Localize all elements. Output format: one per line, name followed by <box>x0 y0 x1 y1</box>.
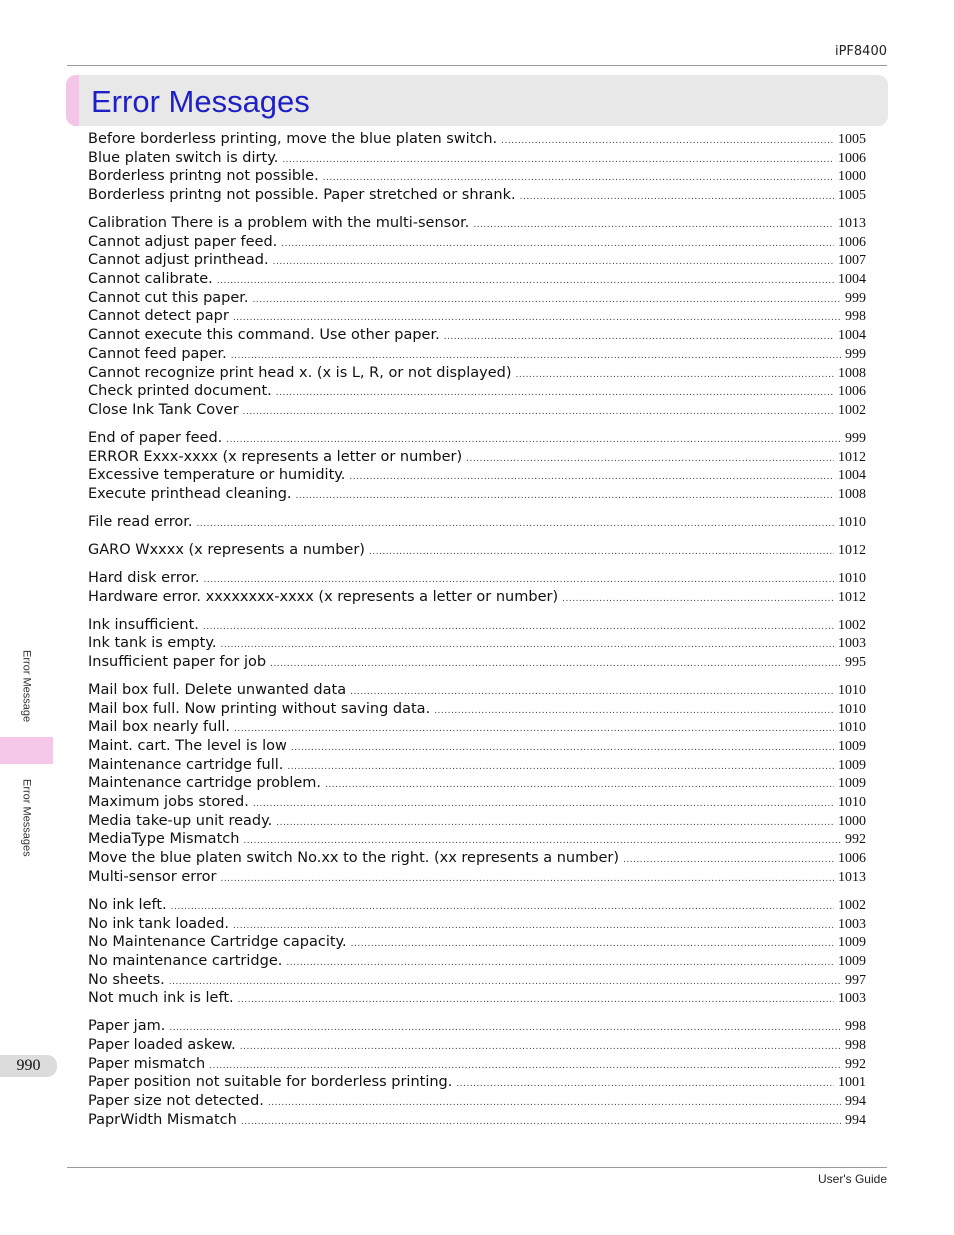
entry-page-link[interactable]: 1009 <box>838 757 866 773</box>
dot-leader <box>231 351 841 361</box>
entry-page-link[interactable]: 1010 <box>838 682 866 698</box>
entry-label: End of paper feed. <box>88 429 223 446</box>
index-entry[interactable] <box>88 327 866 346</box>
index-entry[interactable] <box>88 990 866 1009</box>
entry-page-link[interactable]: 1010 <box>838 514 866 530</box>
entry-page-link[interactable]: 1006 <box>838 234 866 250</box>
index-group <box>88 682 866 888</box>
entry-label: Cannot detect papr <box>88 308 229 325</box>
index-entry[interactable] <box>88 168 866 187</box>
dot-leader <box>217 276 834 286</box>
dot-leader <box>220 874 834 884</box>
index-entry[interactable] <box>88 850 866 869</box>
entry-label: Maint. cart. The level is low <box>88 738 287 755</box>
dot-leader <box>273 257 834 267</box>
entry-label: Excessive temperature or humidity. <box>88 467 346 484</box>
index-entry[interactable] <box>88 654 866 673</box>
index-entry[interactable] <box>88 131 866 150</box>
dot-leader <box>516 370 834 380</box>
index-entry[interactable] <box>88 430 866 449</box>
entry-label: Cannot execute this command. Use other paper. <box>88 327 440 344</box>
entry-label: Not much ink is left. <box>88 990 234 1007</box>
index-entry[interactable] <box>88 187 866 206</box>
index-group <box>88 430 866 505</box>
entry-page-link[interactable]: 992 <box>845 1056 866 1072</box>
index-entry[interactable] <box>88 635 866 654</box>
entry-page-link[interactable]: 1002 <box>838 402 866 418</box>
index-group <box>88 215 866 421</box>
index-entry[interactable] <box>88 486 866 505</box>
dot-leader <box>197 519 834 529</box>
entry-page-link[interactable]: 1004 <box>838 328 866 344</box>
index-entry[interactable] <box>88 308 866 327</box>
index-entry[interactable] <box>88 252 866 271</box>
entry-label: Paper jam. <box>88 1018 166 1035</box>
dot-leader <box>270 659 841 669</box>
entry-label: Mail box nearly full. <box>88 719 231 736</box>
index-entry[interactable] <box>88 215 866 234</box>
index-group <box>88 1018 866 1130</box>
dot-leader <box>369 547 834 557</box>
index-entry[interactable] <box>88 467 866 486</box>
index-entry[interactable] <box>88 813 866 832</box>
entry-page-link[interactable]: 994 <box>845 1093 866 1109</box>
entry-label: Move the blue platen switch No.xx to the right. (xx represents a number) <box>88 850 619 867</box>
dot-leader <box>243 836 841 846</box>
entry-page-link[interactable]: 1007 <box>838 253 866 269</box>
entry-page-link[interactable]: 1002 <box>838 897 866 913</box>
dot-leader <box>268 1098 841 1108</box>
index-entry[interactable] <box>88 346 866 365</box>
entry-label: Paper loaded askew. <box>88 1036 236 1053</box>
index-entry[interactable] <box>88 1056 866 1075</box>
entry-page-link[interactable]: 1004 <box>838 272 866 288</box>
dot-leader <box>349 472 834 482</box>
entry-label: Ink insufficient. <box>88 616 199 633</box>
entry-page-link[interactable]: 1000 <box>838 813 866 829</box>
entry-page-link[interactable]: 1008 <box>838 486 866 502</box>
dot-leader <box>253 799 834 809</box>
index-entry[interactable] <box>88 150 866 169</box>
entry-page-link[interactable]: 1003 <box>838 991 866 1007</box>
dot-leader <box>203 575 834 585</box>
index-entry[interactable] <box>88 383 866 402</box>
product-model: iPF8400 <box>834 44 887 59</box>
entry-label: No ink tank loaded. <box>88 915 230 932</box>
index-entry[interactable] <box>88 1074 866 1093</box>
entry-label: Insufficient paper for job <box>88 653 267 670</box>
index-entry[interactable] <box>88 972 866 991</box>
dot-leader <box>325 780 834 790</box>
dot-leader <box>203 622 834 632</box>
entry-label: Paper size not detected. <box>88 1092 264 1109</box>
entry-label: PaprWidth Mismatch <box>88 1111 237 1128</box>
dot-leader <box>456 1079 834 1089</box>
entry-page-link[interactable]: 1005 <box>838 132 866 147</box>
entry-page-link[interactable]: 1012 <box>838 449 866 465</box>
entry-label: Mail box full. Delete unwanted data <box>88 681 347 698</box>
footer-guide-name: User's Guide <box>818 1172 887 1186</box>
dot-leader <box>171 902 834 912</box>
dot-leader <box>234 724 834 734</box>
entry-label: Check printed document. <box>88 383 272 400</box>
entry-label: GARO Wxxxx (x represents a number) <box>88 541 365 558</box>
entry-page-link[interactable]: 992 <box>845 832 866 848</box>
index-entry[interactable] <box>88 234 866 253</box>
entry-label: Multi-sensor error <box>88 868 217 885</box>
dot-leader <box>240 1042 841 1052</box>
index-entry[interactable] <box>88 775 866 794</box>
entry-page-link[interactable]: 1009 <box>838 953 866 969</box>
footer-rule <box>67 1167 887 1168</box>
entry-page-link[interactable]: 1002 <box>838 617 866 633</box>
entry-page-link[interactable]: 1013 <box>838 216 866 232</box>
index-entry[interactable] <box>88 757 866 776</box>
entry-label: ERROR Exxx-xxxx (x represents a letter or number) <box>88 448 463 465</box>
entry-label: No sheets. <box>88 971 165 988</box>
entry-page-link[interactable]: 997 <box>845 972 866 988</box>
dot-leader <box>241 1117 841 1127</box>
index-entry[interactable] <box>88 953 866 972</box>
dot-leader <box>209 1061 841 1071</box>
dot-leader <box>233 921 834 931</box>
side-tab-marker <box>0 737 53 764</box>
index-group <box>88 131 866 206</box>
dot-leader <box>291 743 834 753</box>
entry-label: Borderless printng not possible. <box>88 168 319 185</box>
dot-leader <box>520 192 834 202</box>
entry-label: No ink left. <box>88 896 167 913</box>
title-accent <box>66 75 79 126</box>
dot-leader <box>473 220 834 230</box>
entry-label: Cannot adjust printhead. <box>88 252 269 269</box>
dot-leader <box>434 706 834 716</box>
dot-leader <box>350 687 834 697</box>
index-entry[interactable] <box>88 449 866 468</box>
dot-leader <box>296 491 834 501</box>
dot-leader <box>253 295 841 305</box>
index-entry[interactable] <box>88 738 866 757</box>
index-entry[interactable] <box>88 589 866 608</box>
entry-page-link[interactable]: 1006 <box>838 150 866 166</box>
entry-page-link[interactable]: 1010 <box>838 795 866 811</box>
dot-leader <box>243 407 834 417</box>
entry-page-link[interactable]: 1000 <box>838 169 866 185</box>
dot-leader <box>562 594 834 604</box>
entry-label: Borderless printng not possible. Paper stretched or shrank. <box>88 187 516 204</box>
entry-page-link[interactable]: 994 <box>845 1112 866 1128</box>
index-group <box>88 570 866 607</box>
dot-leader <box>276 388 834 398</box>
dot-leader <box>287 762 834 772</box>
index-entry[interactable] <box>88 271 866 290</box>
entry-page-link[interactable]: 999 <box>845 430 866 446</box>
entry-label: Paper mismatch <box>88 1055 206 1072</box>
title-band <box>66 75 888 126</box>
entry-page-link[interactable]: 1010 <box>838 720 866 736</box>
index-entry[interactable] <box>88 897 866 916</box>
entry-label: Paper position not suitable for borderless printing. <box>88 1074 453 1091</box>
entry-label: Maintenance cartridge full. <box>88 756 284 773</box>
entry-label: Cannot cut this paper. <box>88 289 249 306</box>
index-entry[interactable] <box>88 617 866 636</box>
entry-page-link[interactable]: 1009 <box>838 739 866 755</box>
index-entry[interactable] <box>88 542 866 561</box>
dot-leader <box>444 332 834 342</box>
index-entry[interactable] <box>88 701 866 720</box>
entry-page-link[interactable]: 1003 <box>838 916 866 932</box>
entry-label: No maintenance cartridge. <box>88 952 283 969</box>
dot-leader <box>623 855 834 865</box>
entry-page-link[interactable]: 1010 <box>838 701 866 717</box>
dot-leader <box>221 640 835 650</box>
entry-label: Mail box full. Now printing without saving data. <box>88 700 431 717</box>
side-tab-section-label: Error Messages <box>20 778 33 857</box>
index-group <box>88 897 866 1009</box>
index-entry[interactable] <box>88 290 866 309</box>
index-entry[interactable] <box>88 682 866 701</box>
entry-label: File read error. <box>88 513 193 530</box>
entry-page-link[interactable]: 998 <box>845 1037 866 1053</box>
dot-leader <box>169 1023 841 1033</box>
entry-label: Calibration There is a problem with the multi-sensor. <box>88 215 470 232</box>
header-rule <box>67 65 887 66</box>
entry-label: MediaType Mismatch <box>88 831 240 848</box>
dot-leader <box>351 939 834 949</box>
dot-leader <box>282 155 834 165</box>
entry-label: Hard disk error. <box>88 569 200 586</box>
dot-leader <box>323 173 834 183</box>
index-entry[interactable] <box>88 365 866 384</box>
entry-page-link[interactable]: 1005 <box>838 188 866 204</box>
index-entry[interactable] <box>88 402 866 421</box>
entry-label: Cannot adjust paper feed. <box>88 233 278 250</box>
entry-label: No Maintenance Cartridge capacity. <box>88 934 347 951</box>
index-entry[interactable] <box>88 1018 866 1037</box>
dot-leader <box>286 958 834 968</box>
entry-label: Hardware error. xxxxxxxx-xxxx (x represents a letter or number) <box>88 588 559 605</box>
entry-page-link[interactable]: 998 <box>845 309 866 325</box>
entry-page-link[interactable]: 1009 <box>838 935 866 951</box>
side-tab-chapter[interactable] <box>0 636 53 736</box>
entry-label: Ink tank is empty. <box>88 635 217 652</box>
index-entry[interactable] <box>88 934 866 953</box>
index-entry[interactable] <box>88 514 866 533</box>
dot-leader <box>501 136 834 146</box>
dot-leader <box>169 977 841 987</box>
entry-page-link[interactable]: 1008 <box>838 365 866 381</box>
entry-page-link[interactable]: 1009 <box>838 776 866 792</box>
dot-leader <box>226 435 841 445</box>
side-tab-section[interactable] <box>0 765 53 870</box>
index-entry[interactable] <box>88 831 866 850</box>
index-entry[interactable] <box>88 794 866 813</box>
entry-page-link[interactable]: 1013 <box>838 869 866 885</box>
entry-label: Cannot calibrate. <box>88 271 213 288</box>
entry-label: Maximum jobs stored. <box>88 794 249 811</box>
dot-leader <box>276 818 834 828</box>
entry-page-link[interactable]: 998 <box>845 1019 866 1035</box>
index-entry[interactable] <box>88 1093 866 1112</box>
entry-label: Before borderless printing, move the blue platen switch. <box>88 131 498 147</box>
side-tab-chapter-label: Error Message <box>20 649 33 723</box>
entry-label: Execute printhead cleaning. <box>88 485 292 502</box>
page-title: Error Messages <box>91 84 310 119</box>
index-group <box>88 617 866 673</box>
dot-leader <box>238 995 834 1005</box>
entry-page-link[interactable]: 1001 <box>838 1075 866 1091</box>
index-entry[interactable] <box>88 570 866 589</box>
index-entry[interactable] <box>88 1112 866 1131</box>
error-message-index <box>88 131 866 1140</box>
entry-page-link[interactable]: 1012 <box>838 589 866 605</box>
entry-page-link[interactable]: 1010 <box>838 570 866 586</box>
entry-page-link[interactable]: 1012 <box>838 542 866 558</box>
index-entry[interactable] <box>88 719 866 738</box>
index-group <box>88 542 866 561</box>
index-entry[interactable] <box>88 869 866 888</box>
entry-page-link[interactable]: 999 <box>845 290 866 306</box>
dot-leader <box>281 239 834 249</box>
index-group <box>88 514 866 533</box>
entry-page-link[interactable]: 1006 <box>838 851 866 867</box>
entry-label: Cannot feed paper. <box>88 345 227 362</box>
entry-label: Close Ink Tank Cover <box>88 401 239 418</box>
entry-page-link[interactable]: 1003 <box>838 636 866 652</box>
index-entry[interactable] <box>88 916 866 935</box>
entry-page-link[interactable]: 1004 <box>838 468 866 484</box>
entry-page-link[interactable]: 1006 <box>838 384 866 400</box>
dot-leader <box>233 313 841 323</box>
entry-page-link[interactable]: 999 <box>845 346 866 362</box>
entry-label: Cannot recognize print head x. (x is L, R, or not displayed) <box>88 364 512 381</box>
dot-leader <box>466 454 834 464</box>
index-entry[interactable] <box>88 1037 866 1056</box>
page-number: 990 <box>0 1055 57 1077</box>
entry-label: Maintenance cartridge problem. <box>88 775 322 792</box>
entry-page-link[interactable]: 995 <box>845 654 866 670</box>
entry-label: Media take-up unit ready. <box>88 812 273 829</box>
entry-label: Blue platen switch is dirty. <box>88 149 279 166</box>
